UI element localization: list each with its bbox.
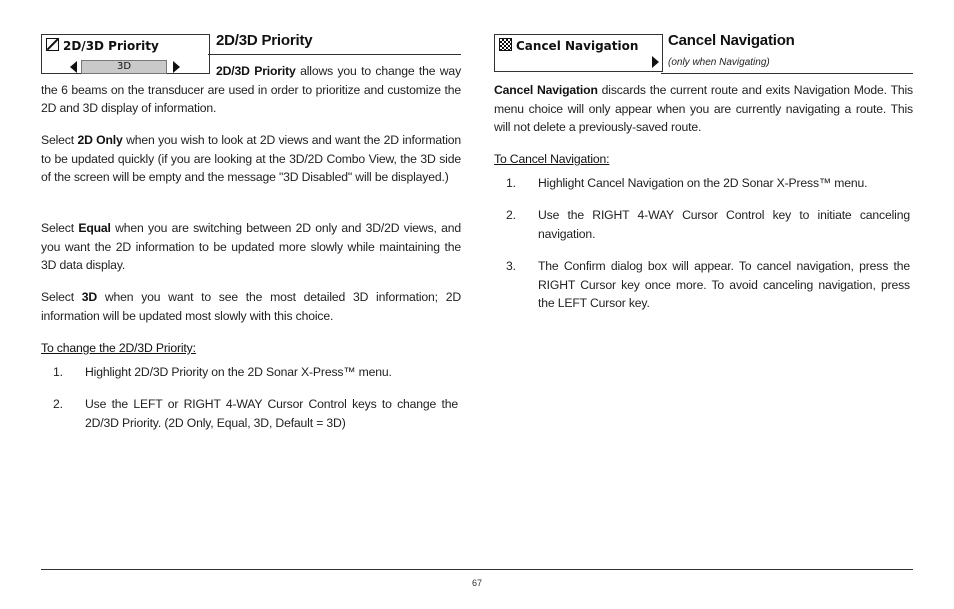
- term-2d-only: 2D Only: [77, 133, 123, 147]
- term-equal: Equal: [78, 221, 111, 235]
- procedure-heading: To change the 2D/3D Priority:: [41, 341, 196, 355]
- paragraph-3d: Select 3D when you want to see the most detailed 3D information; 2D information will be updated most slowly with this choice.: [41, 290, 461, 323]
- cancel-nav-menu-graphic: [494, 34, 663, 72]
- section-rule: [661, 73, 913, 74]
- sonar-zigzag-icon: [46, 38, 59, 51]
- priority-menu-title: 2D/3D Priority: [63, 39, 159, 53]
- procedure-heading: To Cancel Navigation:: [494, 152, 610, 166]
- page-number: 67: [471, 578, 482, 588]
- section-subtitle: (only when Navigating): [668, 57, 770, 68]
- footer-rule: [41, 569, 913, 570]
- intro-paragraph: [41, 62, 461, 118]
- intro-term: Cancel Navigation: [494, 83, 598, 97]
- cancel-nav-menu-title: Cancel Navigation: [516, 39, 639, 53]
- navigation-grid-icon: [499, 38, 512, 51]
- intro-paragraph: [494, 81, 913, 137]
- section-rule: [208, 54, 461, 55]
- paragraph-2d-only: Select 2D Only when you wish to look at 2D views and want the 2D information to be updated quickly (if you are looking at the 3D/2D Combo View, the 3D side of the screen will be empty and the message "3D Disabled" will be displayed.): [41, 133, 462, 184]
- intro-text: allows you to change the way the 6 beams on the transducer are used in order to prioritize and customize the 2D and 3D display of information.: [41, 64, 462, 115]
- intro-text: discards the current route and exits Navigation Mode. This menu choice will only appear when you are currently navigating a route. This will not delete a previously-saved route.: [494, 83, 913, 134]
- section-title: 2D/3D Priority: [216, 32, 313, 49]
- paragraph-equal: Select Equal when you are switching between 2D only and 3D/2D views, and you want the 2D information to be updated more slowly while maintaining the 3D data display.: [41, 221, 461, 272]
- section-title: Cancel Navigation: [668, 32, 795, 49]
- intro-term: 2D/3D Priority: [216, 64, 296, 78]
- right-arrow-icon: [652, 56, 659, 68]
- term-3d: 3D: [81, 290, 98, 304]
- priority-value: 3D: [81, 60, 167, 74]
